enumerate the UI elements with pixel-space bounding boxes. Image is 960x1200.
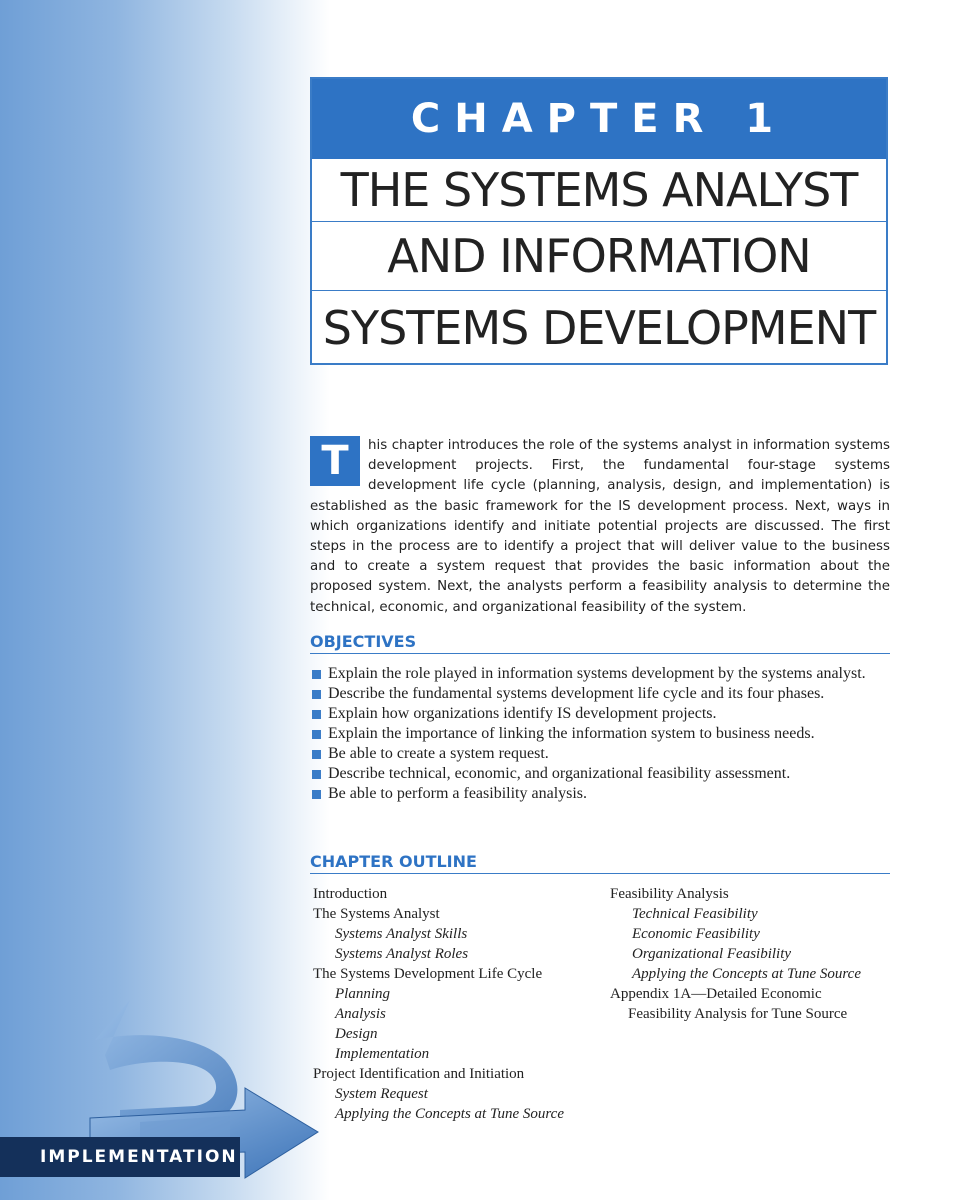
outline-subsection: Applying the Concepts at Tune Source <box>632 966 861 982</box>
intro-text: his chapter introduces the role of the systems analyst in information systems development projects. First, the fundamental four-stage systems development life cycle (planning, analysis, design, and implementation) is established as the basic framework for the IS development process. Next, ways in which organizations identify and initiate potential projects are discussed. The first steps in the process are to identify a project that will deliver value to the business and to create a system request that provides the basic information about the proposed system. Next, the analysts perform a feasibility analysis to determine the technical, economic, and organizational feasibility of the system. <box>310 438 890 615</box>
outline-section: Feasibility Analysis for Tune Source <box>628 1006 848 1022</box>
chapter-title-line-1: THE SYSTEMS ANALYST <box>340 163 858 217</box>
chapter-number: CHAPTER 1 <box>312 79 886 159</box>
outline-subsection: System Request <box>335 1086 428 1102</box>
objective-text: Explain how organizations identify IS development projects. <box>328 705 717 722</box>
outline-section: Introduction <box>313 886 388 902</box>
chapter-header <box>310 77 888 365</box>
drop-cap: T <box>310 436 360 486</box>
square-bullet-icon <box>312 790 321 799</box>
outline-subsection: Design <box>335 1026 378 1042</box>
objective-item <box>310 724 890 744</box>
objectives-heading: OBJECTIVES <box>310 632 890 654</box>
outline-subsection: Systems Analyst Skills <box>335 926 468 942</box>
arrow-curve-shape <box>95 1000 237 1128</box>
outline-subsection: Applying the Concepts at Tune Source <box>335 1106 564 1122</box>
square-bullet-icon <box>312 710 321 719</box>
outline-section: The Systems Analyst <box>313 906 440 922</box>
outline-subsection: Systems Analyst Roles <box>335 946 469 962</box>
outline-section: Project Identification and Initiation <box>313 1066 525 1082</box>
outline-subsection: Planning <box>335 986 390 1002</box>
outline-section: The Systems Development Life Cycle <box>313 966 543 982</box>
intro-paragraph <box>310 436 890 618</box>
square-bullet-icon <box>312 690 321 699</box>
chapter-title-line-3: SYSTEMS DEVELOPMENT <box>312 290 886 365</box>
square-bullet-icon <box>312 770 321 779</box>
outline-section: Feasibility Analysis <box>610 886 729 902</box>
outline-subsection: Organizational Feasibility <box>632 946 792 962</box>
outline-subsection: Analysis <box>335 1006 386 1022</box>
square-bullet-icon <box>312 730 321 739</box>
phase-label: IMPLEMENTATION <box>0 1137 240 1177</box>
objective-text: Explain the importance of linking the information system to business needs. <box>328 725 815 742</box>
objective-item <box>310 664 890 684</box>
objective-text: Describe the fundamental systems development life cycle and its four phases. <box>328 685 825 702</box>
objective-text: Be able to perform a feasibility analysis. <box>328 785 588 802</box>
outline-subsection: Technical Feasibility <box>632 906 758 922</box>
objective-item <box>310 764 890 784</box>
objective-item <box>310 704 890 724</box>
objective-text: Explain the role played in information systems development by the systems analyst. <box>328 665 866 682</box>
objective-item <box>310 784 890 804</box>
objective-item <box>310 684 890 704</box>
outline-right-column <box>610 884 861 1024</box>
square-bullet-icon <box>312 670 321 679</box>
chapter-title-line-2: AND INFORMATION <box>312 221 886 290</box>
outline-heading: CHAPTER OUTLINE <box>310 852 890 874</box>
outline-subsection: Economic Feasibility <box>632 926 760 942</box>
objective-text: Describe technical, economic, and organizational feasibility assessment. <box>328 765 791 782</box>
objectives-list <box>310 664 890 804</box>
square-bullet-icon <box>312 750 321 759</box>
outline-section: Appendix 1A—Detailed Economic <box>610 986 822 1002</box>
objective-text: Be able to create a system request. <box>328 745 549 762</box>
objective-item <box>310 744 890 764</box>
outline-subsection: Implementation <box>335 1046 430 1062</box>
outline-left-column <box>313 884 564 1124</box>
